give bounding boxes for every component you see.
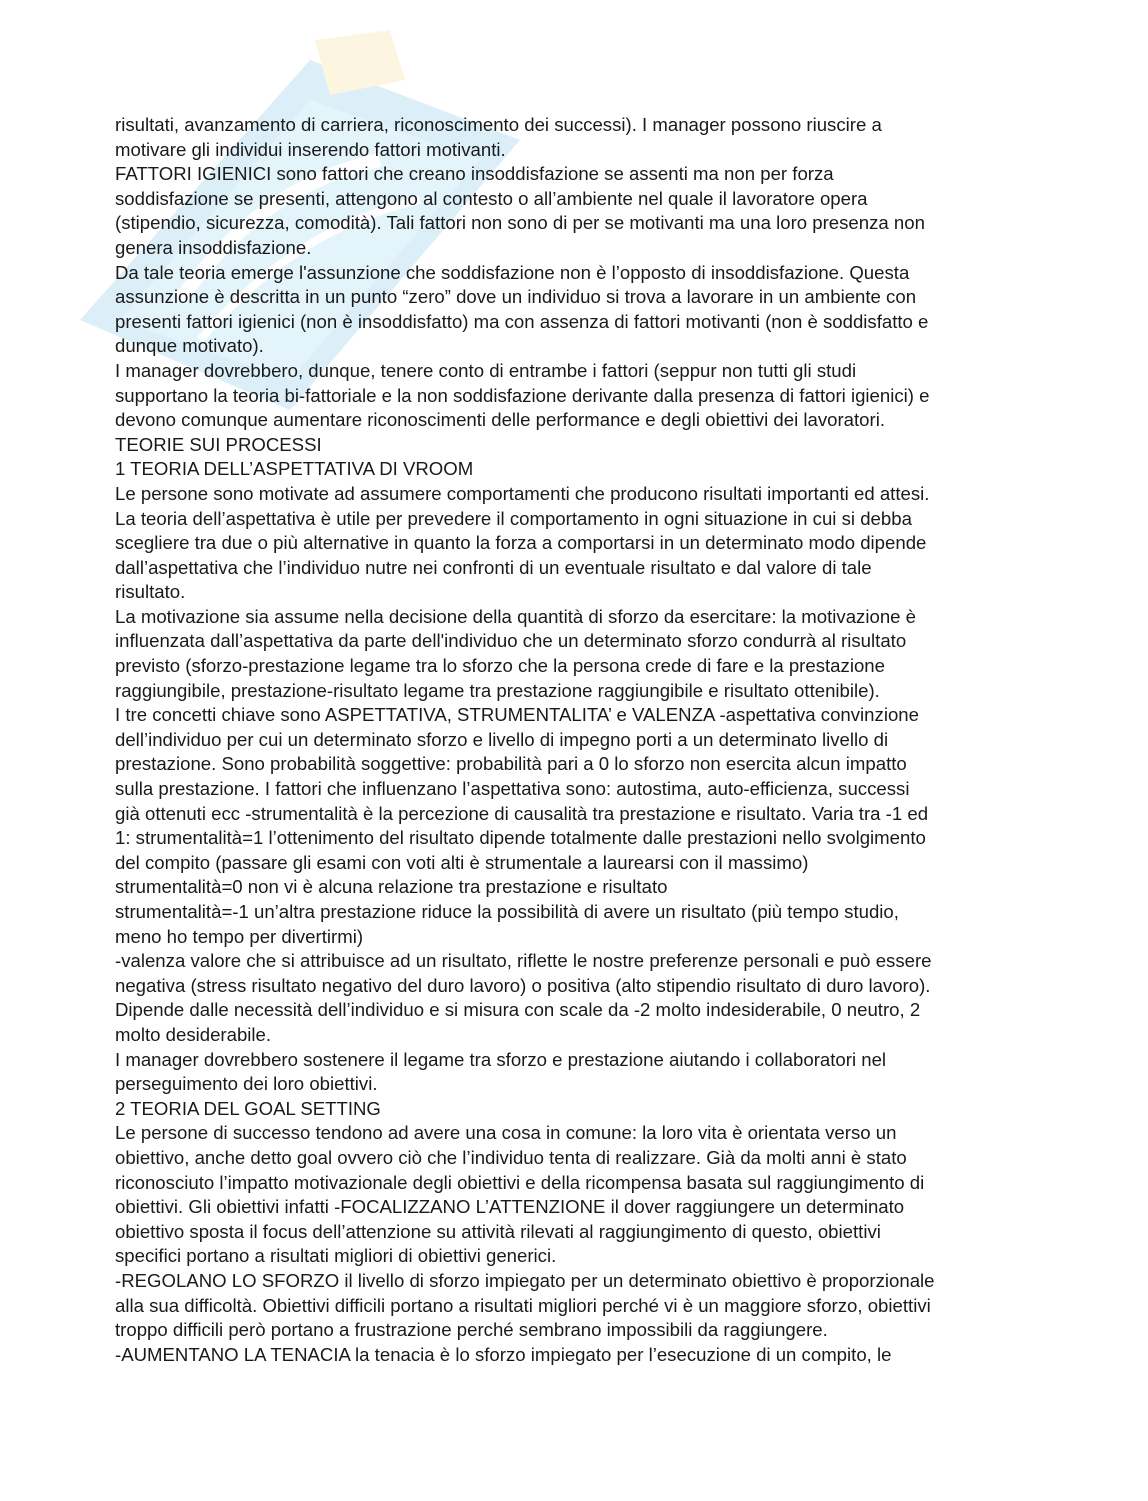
text-line: influenzata dall’aspettativa da parte dell'individuo che un determinato sforzo condurrà al risultato bbox=[115, 630, 907, 652]
text-line: prestazione. Sono probabilità soggettive: probabilità pari a 0 lo sforzo non esercita alcun impatto bbox=[115, 753, 907, 775]
text-line: soddisfazione se presenti, attengono al contesto o all’ambiente nel quale il lavoratore opera bbox=[115, 187, 868, 209]
text-line: obiettivo, anche detto goal ovvero ciò che l’individuo tenta di realizzare. Già da molti anni è stato bbox=[115, 1146, 907, 1168]
text-line: alla sua difficoltà. Obiettivi difficili portano a risultati migliori perché vi è un maggiore sforzo, obiettivi bbox=[115, 1294, 931, 1316]
text-line: riconosciuto l’impatto motivazionale degli obiettivi e della ricompensa basata sul raggiungimento di bbox=[115, 1171, 925, 1193]
text-line: strumentalità=-1 un’altra prestazione riduce la possibilità di avere un risultato (più tempo studio, bbox=[115, 901, 899, 922]
text-line: dell’individuo per cui un determinato sforzo e livello di impegno porti a un determinato livello di bbox=[115, 728, 889, 750]
text-line: meno ho tempo per divertirmi) bbox=[115, 925, 364, 947]
text-line: I tre concetti chiave sono ASPETTATIVA, STRUMENTALITA’ e VALENZA -aspettativa convinzione bbox=[115, 704, 919, 726]
text-line: 1 TEORIA DELL’ASPETTATIVA DI VROOM bbox=[115, 458, 474, 480]
text-line: obiettivi. Gli obiettivi infatti -FOCALIZZANO L’ATTENZIONE il dover raggiungere un determinato bbox=[115, 1196, 905, 1218]
text-line: molto desiderabile. bbox=[115, 1023, 272, 1045]
text-line: genera insoddisfazione. bbox=[115, 236, 312, 258]
text-line: troppo difficili però portano a frustrazione perché sembrano impossibili da raggiungere. bbox=[115, 1319, 828, 1341]
text-line: La motivazione sia assume nella decisione della quantità di sforzo da esercitare: la motivazione è bbox=[115, 605, 917, 627]
text-line: -valenza valore che si attribuisce ad un risultato, riflette le nostre preferenze personali e può essere bbox=[115, 950, 932, 972]
text-line: I manager dovrebbero, dunque, tenere conto di entrambe i fattori (seppur non tutti gli studi bbox=[115, 359, 857, 381]
text-line: risultati, avanzamento di carriera, riconoscimento dei successi). I manager possono riuscire a bbox=[115, 114, 882, 135]
text-line: presenti fattori igienici (non è insoddisfatto) ma con assenza di fattori motivanti (non è soddisfatto e bbox=[115, 310, 929, 332]
text-line: sulla prestazione. I fattori che influenzano l’aspettativa sono: autostima, auto-efficienza, successi bbox=[115, 778, 910, 800]
text-line: negativa (stress risultato negativo del duro lavoro) o positiva (alto stipendio risultato di duro lavoro). bbox=[115, 974, 931, 996]
text-line: devono comunque aumentare riconoscimenti delle performance e degli obiettivi dei lavoratori. bbox=[115, 409, 886, 431]
text-line: strumentalità=0 non vi è alcuna relazione tra prestazione e risultato bbox=[115, 876, 668, 898]
text-line: Le persone sono motivate ad assumere comportamenti che producono risultati importanti ed attesi. bbox=[115, 482, 930, 504]
text-line: perseguimento dei loro obiettivi. bbox=[115, 1073, 378, 1095]
text-line: assunzione è descritta in un punto “zero” dove un individuo si trova a lavorare in un ambiente con bbox=[115, 286, 917, 308]
text-line: Da tale teoria emerge l'assunzione che soddisfazione non è l’opposto di insoddisfazione. Questa bbox=[115, 261, 910, 283]
text-line: Le persone di successo tendono ad avere una cosa in comune: la loro vita è orientata verso un bbox=[115, 1122, 897, 1144]
text-line: Dipende dalle necessità dell’individuo e si misura con scale da -2 molto indesiderabile, 0 neutro, 2 bbox=[115, 999, 921, 1021]
text-line: 2 TEORIA DEL GOAL SETTING bbox=[115, 1097, 381, 1119]
text-line: -REGOLANO LO SFORZO il livello di sforzo impiegato per un determinato obiettivo è proporzionale bbox=[115, 1269, 935, 1291]
text-line: scegliere tra due o più alternative in quanto la forza a comportarsi in un determinato modo dipende bbox=[115, 532, 927, 554]
text-line: supportano la teoria bi-fattoriale e la non soddisfazione derivante dalla presenza di fattori igienici) e bbox=[115, 384, 930, 406]
text-line: del compito (passare gli esami con voti alti è strumentale a laurearsi con il massimo) bbox=[115, 851, 809, 873]
text-line: motivare gli individui inserendo fattori motivanti. bbox=[115, 138, 506, 160]
text-line: previsto (sforzo-prestazione legame tra lo sforzo che la persona crede di fare e la prestazione bbox=[115, 655, 885, 677]
text-line: risultato. bbox=[115, 581, 186, 603]
text-line: TEORIE SUI PROCESSI bbox=[115, 433, 322, 455]
text-line: specifici portano a risultati migliori di obiettivi generici. bbox=[115, 1245, 557, 1267]
document-body bbox=[115, 113, 1045, 1367]
text-line: già ottenuti ecc -strumentalità è la percezione di causalità tra prestazione e risultato. Varia tra -1 ed bbox=[115, 802, 929, 824]
text-line: 1: strumentalità=1 l’ottenimento del risultato dipende totalmente dalle prestazioni nello svolgimento bbox=[115, 827, 926, 849]
text-line: La teoria dell’aspettativa è utile per prevedere il comportamento in ogni situazione in cui si debba bbox=[115, 507, 912, 529]
text-line: (stipendio, sicurezza, comodità). Tali fattori non sono di per se motivanti ma una loro presenza non bbox=[115, 212, 925, 234]
text-line: I manager dovrebbero sostenere il legame tra sforzo e prestazione aiutando i collaboratori nel bbox=[115, 1048, 887, 1070]
text-line: FATTORI IGIENICI sono fattori che creano insoddisfazione se assenti ma non per forza bbox=[115, 163, 834, 185]
text-line: -AUMENTANO LA TENACIA la tenacia è lo sforzo impiegato per l’esecuzione di un compito, le bbox=[115, 1343, 892, 1365]
text-line: obiettivo sposta il focus dell’attenzione su attività rilevati al raggiungimento di questo, obiettivi bbox=[115, 1220, 881, 1242]
text-line: dall’aspettativa che l’individuo nutre nei confronti di un eventuale risultato e dal valore di tale bbox=[115, 556, 872, 578]
text-line: dunque motivato). bbox=[115, 335, 264, 357]
text-line: raggiungibile, prestazione-risultato legame tra prestazione raggiungibile e risultato ottenibile). bbox=[115, 679, 880, 701]
